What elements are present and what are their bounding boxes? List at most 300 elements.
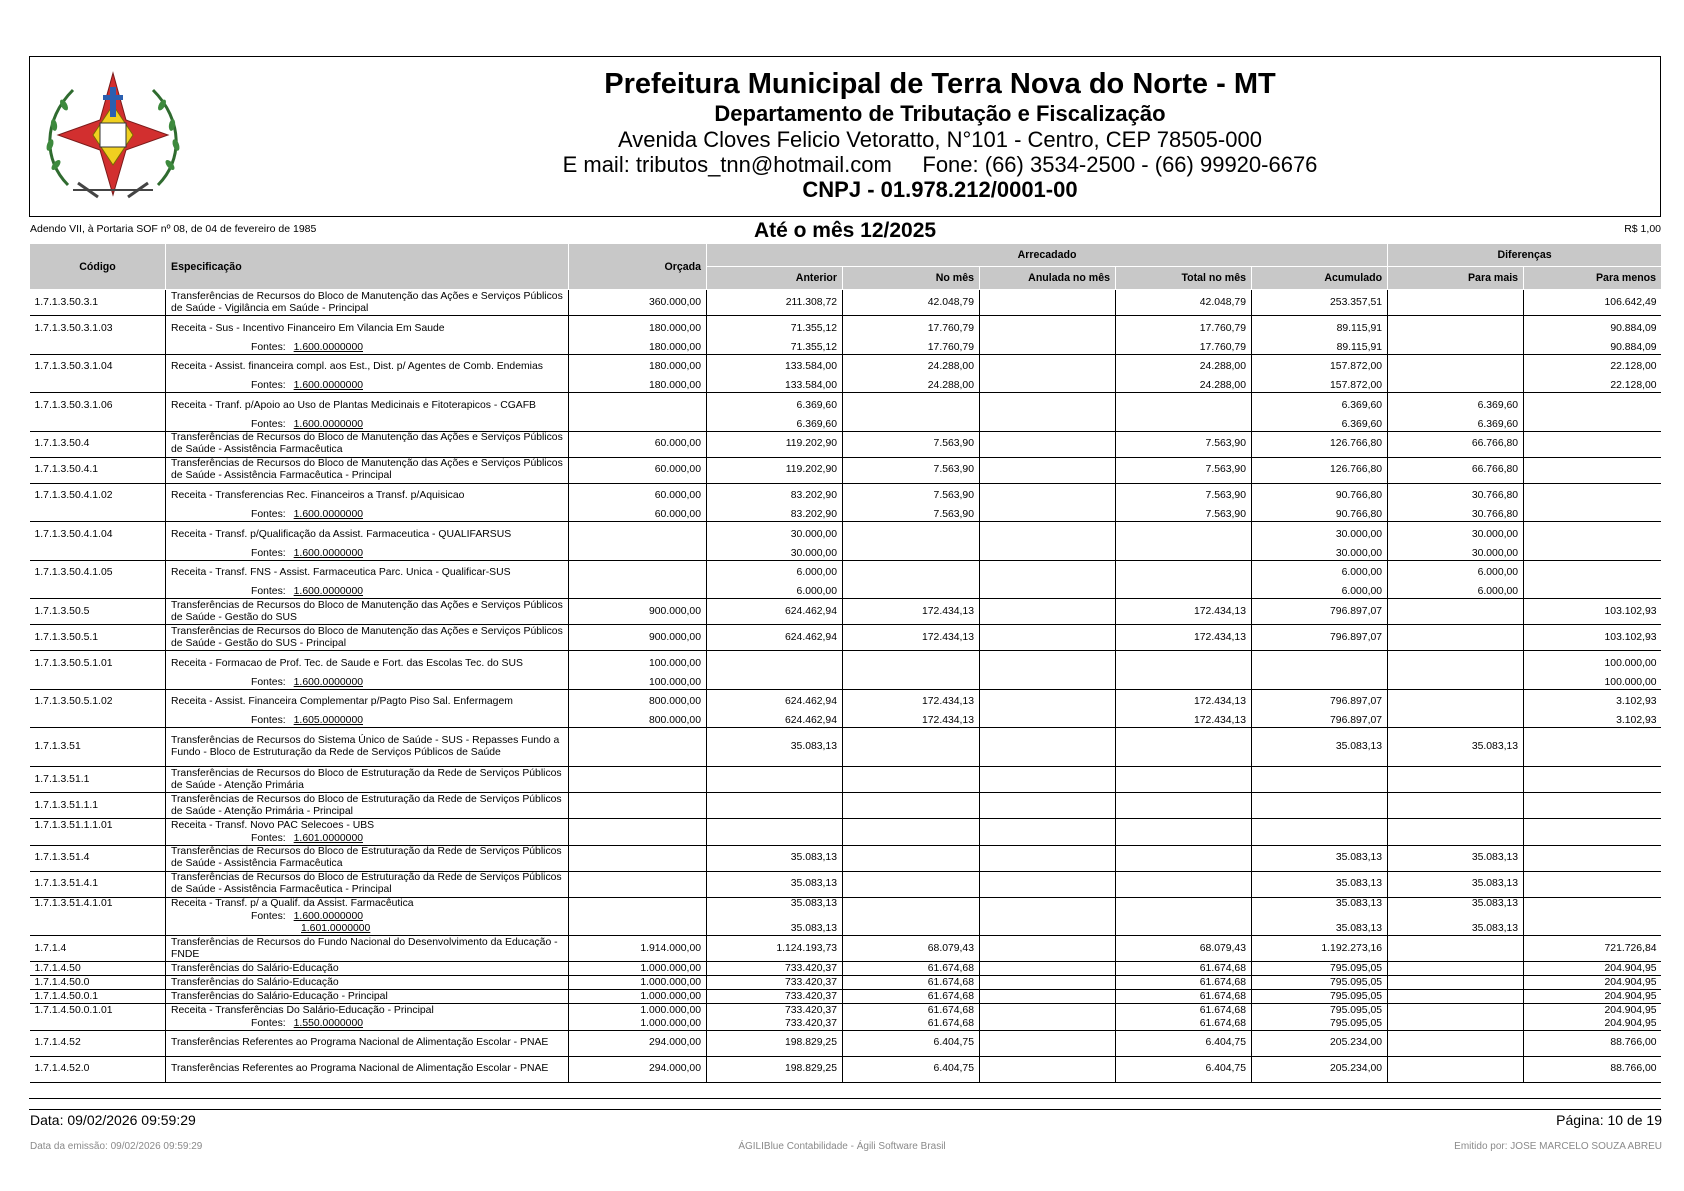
row-value-pmenos [1524,431,1661,457]
row-value-tot: 7.563,90 [1116,431,1252,457]
row-value-ant: 624.462,94 [707,599,843,625]
row-value-tot [1116,793,1252,819]
row-value-mes: 68.079,43 [843,936,980,962]
fonte-value-anu [980,342,1116,355]
row-spec: Transferências Referentes ao Programa Nacional de Alimentação Escolar - PNAE [166,1030,569,1056]
table-row [30,936,1662,962]
fonte-value-mes [843,586,980,599]
row-spec: Transferências de Recursos do Bloco de Estruturação da Rede de Serviços Públicos de Saúde - Atenção Primária - Principal [166,793,569,819]
fonte-number: 1.550.0000000 [293,1017,363,1029]
row-value-anu [980,560,1116,586]
row-spec: Receita - Assist. financeira compl. aos Est., Dist. p/ Agentes de Comb. Endemias [166,354,569,380]
fonte-spec-cell [166,509,569,522]
row-code: 1.7.1.4.52.0 [30,1056,166,1082]
row-value-pmenos: 204.904,95 [1524,976,1661,990]
row-value-mes: 24.288,00 [843,354,980,380]
row-value-pmenos: 22.128,00 [1524,354,1661,380]
fonte-value-pmais: 6.000,00 [1388,586,1524,599]
row-value-anu [980,354,1116,380]
contact-info: E mail: tributos_tnn@hotmail.com Fone: (66) 3534-2500 - (66) 99920-6676 [562,151,1318,177]
row-value-mes: 172.434,13 [843,599,980,625]
fonte-value-orc: 180.000,00 [569,342,707,355]
row-spec: Receita - Transf. Novo PAC Selecoes - UBS [166,819,569,833]
row-value-pmais [1388,651,1524,677]
fonte-label: Fontes: [251,1017,286,1029]
fonte-value-ant: 35.083,13 [707,923,843,936]
fonte-row [30,509,1662,522]
row-value-pmais: 35.083,13 [1388,845,1524,871]
fonte-value-pmais: 30.766,80 [1388,509,1524,522]
fonte-value-acu [1252,911,1388,923]
row-value-acu: 205.234,00 [1252,1056,1388,1082]
row-value-orc [569,819,707,833]
table-row [30,1004,1662,1018]
row-value-pmenos: 204.904,95 [1524,962,1661,976]
row-code: 1.7.1.3.50.5.1.01 [34,657,113,669]
row-value-anu [980,290,1116,316]
row-value-orc: 360.000,00 [569,290,707,316]
fonte-value-acu: 157.872,00 [1252,380,1388,393]
col-group-arrecadado: Arrecadado [707,244,1388,267]
fonte-value-pmenos [1524,586,1661,599]
row-value-orc [569,767,707,793]
row-value-orc [569,522,707,548]
fonte-value-orc [569,833,707,846]
row-spec: Receita - Assist. Financeira Complementar p/Pagto Piso Sal. Enfermagem [166,689,569,715]
row-value-pmenos: 100.000,00 [1524,651,1661,677]
fonte-code-cell [30,833,166,846]
row-spec: Transferências de Recursos do Bloco de Manutenção das Ações e Serviços Públicos de Saúde - Vigilância em Saúde - Principal [166,290,569,316]
row-value-acu [1252,767,1388,793]
row-value-pmais: 66.766,80 [1388,431,1524,457]
fonte-code-cell [30,380,166,393]
row-value-pmais [1388,290,1524,316]
row-code: 1.7.1.4.50.0.1.01 [34,1004,113,1016]
row-value-tot [1116,728,1252,767]
row-value-pmenos [1524,793,1661,819]
row-value-orc: 100.000,00 [569,651,707,677]
row-value-ant: 83.202,90 [707,483,843,509]
row-value-acu: 6.000,00 [1252,560,1388,586]
col-header-para-mais: Para mais [1388,267,1524,290]
row-value-tot: 61.674,68 [1116,990,1252,1004]
report-header [29,56,1661,217]
fonte-label: Fontes: [251,341,286,353]
row-value-tot: 172.434,13 [1116,689,1252,715]
row-value-mes: 61.674,68 [843,990,980,1004]
col-header-especificacao: Especificação [166,244,569,290]
fonte-value-pmais [1388,342,1524,355]
row-value-anu [980,1030,1116,1056]
row-value-tot [1116,651,1252,677]
fonte-value-anu [980,380,1116,393]
row-value-tot: 24.288,00 [1116,354,1252,380]
row-value-mes [843,871,980,897]
fonte-code-cell [30,509,166,522]
row-value-orc: 1.914.000,00 [569,936,707,962]
fonte-value-orc [569,548,707,561]
row-value-mes [843,819,980,833]
fonte-value-pmenos: 3.102,93 [1524,715,1661,728]
table-row [30,483,1662,509]
fonte-value-tot: 61.674,68 [1116,1018,1252,1031]
fonte-value-tot [1116,923,1252,936]
fonte-value-anu [980,586,1116,599]
fonte-value-tot [1116,833,1252,846]
fonte-code-cell [30,586,166,599]
row-value-acu: 796.897,07 [1252,689,1388,715]
row-value-ant: 198.829,25 [707,1056,843,1082]
row-value-orc [569,845,707,871]
fonte-row [30,419,1662,432]
row-value-ant [707,819,843,833]
row-value-tot: 17.760,79 [1116,316,1252,342]
row-value-tot: 61.674,68 [1116,962,1252,976]
row-value-pmais [1388,1004,1524,1018]
row-value-anu [980,897,1116,911]
row-value-pmais [1388,793,1524,819]
row-value-mes [843,728,980,767]
address: Avenida Cloves Felicio Vetoratto, N°101 - Centro, CEP 78505-000 [618,126,1262,152]
row-code: 1.7.1.3.51.1 [30,767,166,793]
row-value-acu [1252,793,1388,819]
fonte-spec-cell [166,342,569,355]
fonte-value-mes: 172.434,13 [843,715,980,728]
row-value-acu: 795.095,05 [1252,962,1388,976]
row-value-anu [980,728,1116,767]
cnpj: CNPJ - 01.978.212/0001-00 [802,177,1078,203]
row-value-pmais [1388,354,1524,380]
row-value-orc: 60.000,00 [569,483,707,509]
row-value-anu [980,689,1116,715]
print-date: Data: 09/02/2026 09:59:29 [30,1112,196,1128]
row-spec: Receita - Transferências Do Salário-Educação - Principal [166,1004,569,1018]
fonte-row [30,715,1662,728]
fonte-value-acu: 6.369,60 [1252,419,1388,432]
fonte-value-pmenos: 204.904,95 [1524,1018,1661,1031]
row-value-tot [1116,845,1252,871]
row-value-pmenos [1524,560,1661,586]
col-header-no-mes: No mês [843,267,980,290]
row-spec: Transferências de Recursos do Bloco de Estruturação da Rede de Serviços Públicos de Saúde - Atenção Primária [166,767,569,793]
row-value-tot [1116,393,1252,419]
fonte-spec-cell [166,833,569,846]
row-value-acu: 253.357,51 [1252,290,1388,316]
row-value-ant: 35.083,13 [707,728,843,767]
fonte-value-acu: 90.766,80 [1252,509,1388,522]
table-row [30,845,1662,871]
row-value-tot: 7.563,90 [1116,457,1252,483]
fonte-value-mes [843,923,980,936]
fonte-value-orc [569,586,707,599]
fonte-value-pmais [1388,911,1524,923]
table-row [30,290,1662,316]
fonte-value-pmenos: 22.128,00 [1524,380,1661,393]
row-value-acu: 6.369,60 [1252,393,1388,419]
fonte-value-orc: 1.000.000,00 [569,1018,707,1031]
row-value-ant: 624.462,94 [707,689,843,715]
issued-by: Emitido por: JOSE MARCELO SOUZA ABREU [1454,1141,1662,1152]
row-value-ant: 733.420,37 [707,962,843,976]
row-value-pmais [1388,625,1524,651]
fonte-spec-cell [166,380,569,393]
row-value-pmenos: 103.102,93 [1524,599,1661,625]
row-value-pmais [1388,767,1524,793]
fonte-value-mes: 61.674,68 [843,1018,980,1031]
fonte-value-tot [1116,548,1252,561]
row-value-pmais: 66.766,80 [1388,457,1524,483]
fonte-label: Fontes: [251,509,286,520]
fonte-value-ant: 6.369,60 [707,419,843,432]
table-row [30,990,1662,1004]
row-value-pmais: 6.000,00 [1388,560,1524,586]
fonte-spec-cell [166,923,569,936]
table-row [30,728,1662,767]
table-row [30,689,1662,715]
row-value-ant: 1.124.193,73 [707,936,843,962]
row-value-acu: 35.083,13 [1252,871,1388,897]
fonte-number: 1.600.0000000 [293,676,363,688]
fonte-value-orc: 800.000,00 [569,715,707,728]
report-subheader [29,219,1661,243]
row-code: 1.7.1.3.50.4 [30,431,166,457]
fonte-spec-cell [166,1018,569,1031]
fonte-value-acu: 89.115,91 [1252,342,1388,355]
fonte-value-tot [1116,911,1252,923]
row-value-pmenos [1524,767,1661,793]
department-name: Departamento de Tributação e Fiscalização [714,101,1166,127]
fonte-value-ant: 624.462,94 [707,715,843,728]
row-spec: Transferências de Recursos do Bloco de Estruturação da Rede de Serviços Públicos de Saúde - Assistência Farmacêutica [166,845,569,871]
fonte-value-pmenos [1524,548,1661,561]
row-value-tot: 172.434,13 [1116,599,1252,625]
row-spec: Transferências Referentes ao Programa Nacional de Alimentação Escolar - PNAE [166,1056,569,1082]
row-spec: Transferências de Recursos do Bloco de Manutenção das Ações e Serviços Públicos de Saúde - Gestão do SUS [166,599,569,625]
fonte-number: 1.600.0000000 [293,509,363,520]
row-value-ant: 35.083,13 [707,871,843,897]
fonte-value-anu [980,1018,1116,1031]
fonte-value-pmais [1388,833,1524,846]
row-value-mes [843,767,980,793]
row-value-tot: 68.079,43 [1116,936,1252,962]
table-row [30,393,1662,419]
row-value-ant: 733.420,37 [707,1004,843,1018]
row-spec: Receita - Sus - Incentivo Financeiro Em Vilancia Em Saude [166,316,569,342]
row-value-anu [980,316,1116,342]
row-value-mes [843,845,980,871]
fonte-value-pmais [1388,380,1524,393]
row-value-pmais [1388,1030,1524,1056]
table-row [30,457,1662,483]
fonte-label: Fontes: [251,676,286,688]
row-value-orc: 60.000,00 [569,457,707,483]
fonte-value-pmenos: 100.000,00 [1524,677,1661,690]
fonte-value-tot: 7.563,90 [1116,509,1252,522]
fonte-value-orc: 180.000,00 [569,380,707,393]
fonte-row [30,911,1662,923]
row-value-mes: 42.048,79 [843,290,980,316]
row-spec: Transferências de Recursos do Bloco de Manutenção das Ações e Serviços Públicos de Saúde - Assistência Farmacêutica [166,431,569,457]
table-row [30,316,1662,342]
fonte-value-mes [843,548,980,561]
row-value-ant: 211.308,72 [707,290,843,316]
row-value-tot [1116,897,1252,911]
fonte-value-tot [1116,419,1252,432]
fonte-value-mes [843,911,980,923]
row-value-pmais [1388,1056,1524,1082]
table-row [30,976,1662,990]
fonte-code-cell [30,1018,166,1031]
row-spec: Transferências de Recursos do Sistema Único de Saúde - SUS - Repasses Fundo a Fundo - Bloco de Estruturação da Rede de Serviços Públicos de Saúde [166,728,569,767]
row-value-pmenos: 721.726,84 [1524,936,1661,962]
row-value-mes [843,651,980,677]
row-value-acu: 30.000,00 [1252,522,1388,548]
row-spec: Transferências de Recursos do Fundo Nacional do Desenvolvimento da Educação - FNDE [166,936,569,962]
row-value-acu [1252,819,1388,833]
row-value-anu [980,625,1116,651]
fonte-row [30,1018,1662,1031]
row-value-orc: 180.000,00 [569,354,707,380]
row-value-tot: 6.404,75 [1116,1030,1252,1056]
fonte-value-anu [980,833,1116,846]
fonte-value-pmais [1388,715,1524,728]
period-title: Até o mês 12/2025 [753,219,937,242]
row-value-orc: 294.000,00 [569,1056,707,1082]
row-value-anu [980,431,1116,457]
row-value-anu [980,393,1116,419]
fonte-value-pmais: 35.083,13 [1388,923,1524,936]
row-value-mes [843,393,980,419]
table-row [30,651,1662,677]
fonte-value-orc [569,911,707,923]
row-code: 1.7.1.3.50.5.1 [30,625,166,651]
fonte-number: 1.600.0000000 [293,380,363,391]
row-spec: Transferências de Recursos do Bloco de Estruturação da Rede de Serviços Públicos de Saúde - Assistência Farmacêutica - Principal [166,871,569,897]
fonte-value-pmenos [1524,833,1661,846]
row-code: 1.7.1.3.50.3.1 [30,290,166,316]
row-value-mes: 7.563,90 [843,431,980,457]
row-value-acu: 796.897,07 [1252,599,1388,625]
row-value-tot: 42.048,79 [1116,290,1252,316]
fonte-value-orc [569,419,707,432]
row-code: 1.7.1.3.51.4 [30,845,166,871]
row-value-orc: 900.000,00 [569,599,707,625]
row-value-pmenos: 204.904,95 [1524,990,1661,1004]
fonte-value-anu [980,548,1116,561]
row-code: 1.7.1.4.50.0.1 [30,990,166,1004]
row-value-orc [569,871,707,897]
row-value-mes: 17.760,79 [843,316,980,342]
fonte-code-cell [30,548,166,561]
fonte-label: Fontes: [251,586,286,597]
fonte-number: 1.600.0000000 [293,911,363,922]
fonte-code-cell [30,715,166,728]
row-value-orc: 1.000.000,00 [569,962,707,976]
row-value-pmais [1388,990,1524,1004]
row-value-pmenos: 204.904,95 [1524,1004,1661,1018]
table-row [30,767,1662,793]
fonte-value-acu: 6.000,00 [1252,586,1388,599]
row-code: 1.7.1.4.50 [30,962,166,976]
row-value-tot [1116,560,1252,586]
fonte-value-mes: 17.760,79 [843,342,980,355]
fonte-value-pmais: 30.000,00 [1388,548,1524,561]
table-row [30,897,1662,911]
row-value-pmenos [1524,393,1661,419]
fonte-value-orc [569,923,707,936]
table-row [30,560,1662,586]
fonte-value-ant [707,833,843,846]
fonte-code-cell [30,342,166,355]
row-value-anu [980,522,1116,548]
row-value-tot [1116,871,1252,897]
fonte-value-mes [843,677,980,690]
fonte-row [30,586,1662,599]
row-value-pmais [1388,316,1524,342]
row-value-acu: 795.095,05 [1252,976,1388,990]
footer-divider [29,1109,1661,1110]
row-code: 1.7.1.3.50.4.1.02 [34,490,113,502]
row-value-pmais [1388,936,1524,962]
fonte-value-pmenos [1524,509,1661,522]
fonte-row [30,923,1662,936]
row-value-anu [980,819,1116,833]
row-value-pmenos: 3.102,93 [1524,689,1661,715]
row-value-orc: 180.000,00 [569,316,707,342]
fonte-code-cell [30,677,166,690]
fonte-value-tot [1116,677,1252,690]
row-spec: Receita - Transferencias Rec. Financeiros a Transf. p/Aquisicao [166,483,569,509]
row-value-ant: 71.355,12 [707,316,843,342]
fonte-spec-cell [166,677,569,690]
row-spec: Receita - Formacao de Prof. Tec. de Saude e Fort. das Escolas Tec. do SUS [166,651,569,677]
row-value-mes: 61.674,68 [843,962,980,976]
fonte-value-mes: 24.288,00 [843,380,980,393]
fonte-value-ant: 30.000,00 [707,548,843,561]
table-row [30,871,1662,897]
fonte-value-anu [980,677,1116,690]
row-value-pmenos: 103.102,93 [1524,625,1661,651]
municipal-crest-icon [38,65,188,205]
row-value-anu [980,1056,1116,1082]
col-header-orcada: Orçada [569,244,707,290]
row-value-pmais: 6.369,60 [1388,393,1524,419]
fonte-value-mes [843,419,980,432]
fonte-value-ant: 733.420,37 [707,1018,843,1031]
row-value-orc: 1.000.000,00 [569,1004,707,1018]
row-value-tot [1116,767,1252,793]
fonte-value-tot: 24.288,00 [1116,380,1252,393]
row-value-pmenos [1524,483,1661,509]
revenue-table [29,243,1661,1099]
fonte-value-tot: 172.434,13 [1116,715,1252,728]
row-value-acu: 126.766,80 [1252,457,1388,483]
table-row [30,522,1662,548]
row-spec: Receita - Tranf. p/Apoio ao Uso de Plantas Medicinais e Fitoterapicos - CGAFB [166,393,569,419]
fonte-value-acu [1252,677,1388,690]
row-value-acu: 795.095,05 [1252,990,1388,1004]
fonte-value-mes: 7.563,90 [843,509,980,522]
fonte-row [30,342,1662,355]
row-value-orc [569,728,707,767]
fonte-number: 1.605.0000000 [293,715,363,726]
row-code: 1.7.1.3.50.3.1.04 [34,361,113,373]
row-value-mes [843,522,980,548]
row-value-acu: 90.766,80 [1252,483,1388,509]
row-value-orc [569,560,707,586]
row-value-anu [980,1004,1116,1018]
row-value-acu: 126.766,80 [1252,431,1388,457]
